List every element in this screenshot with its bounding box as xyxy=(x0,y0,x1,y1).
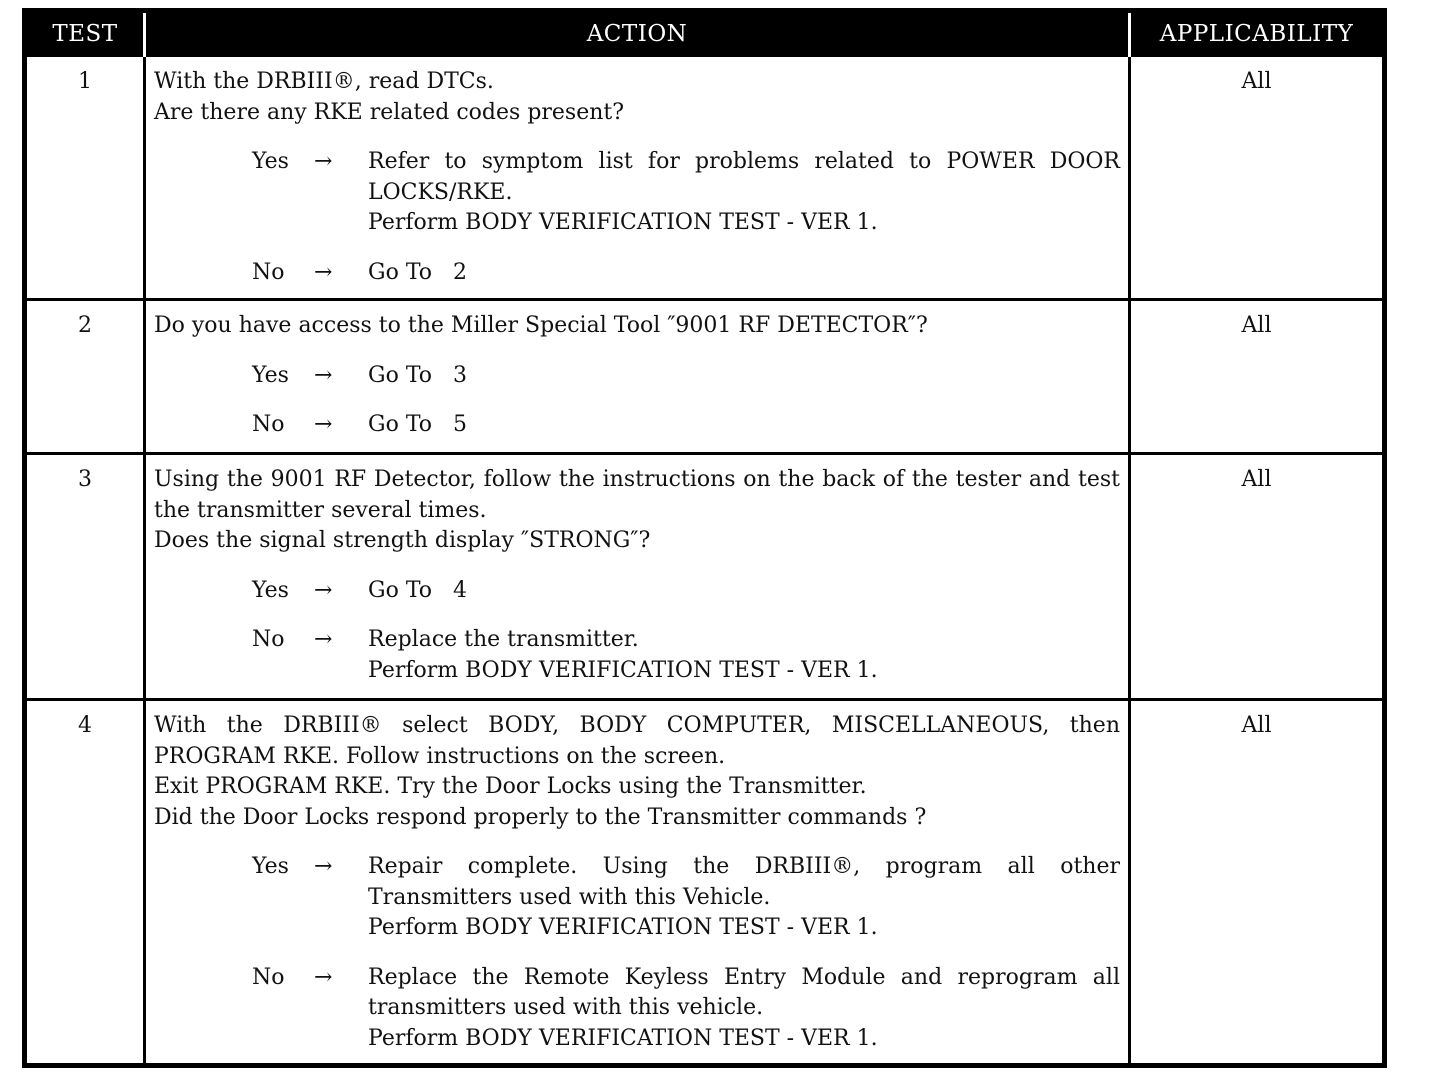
answer-text xyxy=(368,963,1120,1055)
table-row xyxy=(25,700,1385,1066)
applicability-value: All xyxy=(1130,700,1385,1066)
question-line: Do you have access to the Miller Special Tool ″9001 RF DETECTOR″? xyxy=(154,313,928,338)
answer-text xyxy=(368,258,1120,289)
answer-yes xyxy=(154,361,1120,392)
action-cell xyxy=(145,56,1130,300)
action-cell xyxy=(145,300,1130,454)
answer-yes xyxy=(154,147,1120,239)
arrow-right-icon: → xyxy=(314,964,333,990)
answer-no xyxy=(154,625,1120,686)
action-cell xyxy=(145,700,1130,1066)
question-text xyxy=(154,311,1120,342)
answer-label: Yes xyxy=(252,854,289,879)
action-cell xyxy=(145,454,1130,700)
applicability-value: All xyxy=(1130,454,1385,700)
table-row xyxy=(25,300,1385,454)
arrow-right-icon: → xyxy=(314,577,333,603)
answer-label: No xyxy=(252,412,285,437)
answer-line: Go To 3 xyxy=(368,362,467,388)
applicability-value: All xyxy=(1130,56,1385,300)
applicability-value: All xyxy=(1130,300,1385,454)
answer-line: Replace the Remote Keyless Entry Module and reprogram all transmitters used with this vehicle. xyxy=(368,964,1120,1020)
question-text xyxy=(154,465,1120,557)
answer-no xyxy=(154,258,1120,289)
answer-label: No xyxy=(252,627,285,652)
answer-text xyxy=(368,410,1120,441)
question-line: Using the 9001 RF Detector, follow the instructions on the back of the tester and test the transmitter several times. xyxy=(154,467,1120,523)
answer-label: Yes xyxy=(252,577,289,603)
answer-yes xyxy=(154,852,1120,944)
answer-line: Repair complete. Using the DRBIII®, program all other Transmitters used with this Vehicle. xyxy=(368,854,1120,910)
answer-line: Perform BODY VERIFICATION TEST - VER 1. xyxy=(368,657,878,683)
question-line: Exit PROGRAM RKE. Try the Door Locks using the Transmitter. xyxy=(154,774,867,799)
answer-no xyxy=(154,410,1120,441)
answer-line: Replace the transmitter. xyxy=(368,627,639,652)
answer-line: Go To 4 xyxy=(368,577,467,603)
answer-label: Yes xyxy=(252,149,289,174)
arrow-right-icon: → xyxy=(314,362,333,388)
answer-label: No xyxy=(252,259,285,285)
answer-line: Perform BODY VERIFICATION TEST - VER 1. xyxy=(368,915,878,940)
question-line: Are there any RKE related codes present? xyxy=(154,99,625,125)
answer-text xyxy=(368,625,1120,686)
answer-line: Perform BODY VERIFICATION TEST - VER 1. xyxy=(368,210,878,235)
answer-line: Perform BODY VERIFICATION TEST - VER 1. xyxy=(368,1025,878,1051)
test-number: 1 xyxy=(25,56,145,300)
test-number: 3 xyxy=(25,454,145,700)
answer-yes xyxy=(154,576,1120,607)
test-number: 4 xyxy=(25,700,145,1066)
arrow-right-icon: → xyxy=(314,412,333,437)
table-row xyxy=(25,56,1385,300)
answer-label: Yes xyxy=(252,362,289,388)
arrow-right-icon: → xyxy=(314,259,333,285)
question-line: With the DRBIII®, read DTCs. xyxy=(154,69,494,94)
question-line: With the DRBIII® select BODY, BODY COMPUTER, MISCELLANEOUS, then PROGRAM RKE. Follow instructions on the screen. xyxy=(154,713,1120,769)
test-number: 2 xyxy=(25,300,145,454)
answer-line: Go To 2 xyxy=(368,259,467,285)
answer-text xyxy=(368,147,1120,239)
answer-text xyxy=(368,852,1120,944)
question-line: Does the signal strength display ″STRONG″? xyxy=(154,528,651,553)
question-line: Did the Door Locks respond properly to the Transmitter commands ? xyxy=(154,804,927,830)
diagnostic-test-table xyxy=(22,8,1387,1068)
header-test: TEST xyxy=(25,11,145,56)
header-action: ACTION xyxy=(145,11,1130,56)
answer-text xyxy=(368,361,1120,392)
question-text xyxy=(154,67,1120,128)
answer-line: Refer to symptom list for problems related to POWER DOOR LOCKS/RKE. xyxy=(368,149,1120,205)
answer-text xyxy=(368,576,1120,607)
question-text xyxy=(154,711,1120,833)
answer-no xyxy=(154,963,1120,1055)
arrow-right-icon: → xyxy=(314,854,333,879)
arrow-right-icon: → xyxy=(314,149,333,174)
header-applicability: APPLICABILITY xyxy=(1130,11,1385,56)
answer-label: No xyxy=(252,964,285,990)
arrow-right-icon: → xyxy=(314,627,333,652)
header-row xyxy=(25,11,1385,56)
answer-line: Go To 5 xyxy=(368,412,467,437)
table-row xyxy=(25,454,1385,700)
